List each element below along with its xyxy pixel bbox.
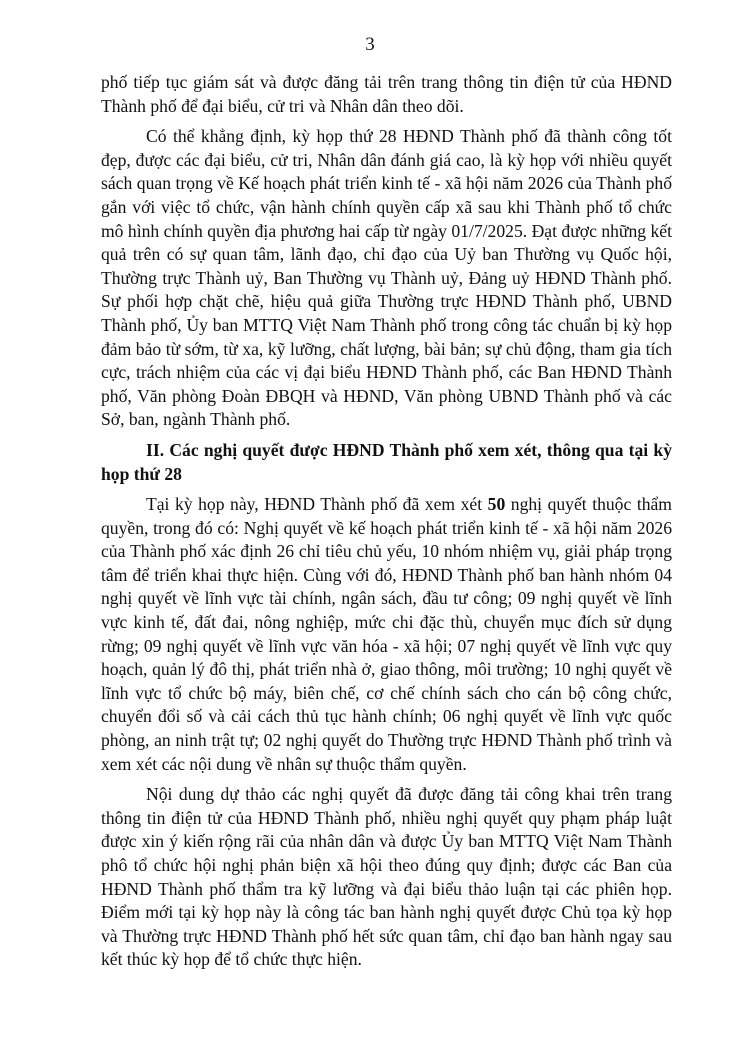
resolutions-detail-text: nghị quyết thuộc thẩm quyền, trong đó có: Nghị quyết về kế hoạch phát triển kinh tế - xã hội năm 2026 của Thành phố xác định 26 chỉ tiêu chủ yếu, 10 nhóm nhiệm vụ, giải pháp trọng tâm để triển khai thực hiện. Cùng với đó, HĐND Thành phố ban hành nhóm 04 nghị quyết về lĩnh vực tài chính, ngân sách, đầu tư công; 09 nghị quyết về lĩnh vực kinh tế, đất đai, nông nghiệp, mức chi đặc thù, chuyển mục đích sử dụng rừng; 09 nghị quyết về lĩnh vực văn hóa - xã hội; 07 nghị quyết về lĩnh vực quy hoạch, quản lý đô thị, phát triển nhà ở, giao thông, môi trường; 10 nghị quyết về lĩnh vực tổ chức bộ máy, biên chế, cơ chế chính sách cho cán bộ công chức, chuyển đổi số và cải cách thủ tục hành chính; 06 nghị quyết về lĩnh vực quốc phòng, an ninh trật tự; 02 nghị quyết do Thường trực HĐND Thành phố trình và xem xét các nội dung về nhân sự thuộc thẩm quyền. <box>101 494 672 774</box>
page-number: 3 <box>365 34 375 55</box>
resolutions-intro-text: Tại kỳ họp này, HĐND Thành phố đã xem xét <box>146 494 488 515</box>
paragraph-publication: Nội dung dự thảo các nghị quyết đã được đăng tải công khai trên trang thông tin điện tử của HĐND Thành phố, nhiều nghị quyết quy phạm pháp luật được xin ý kiến rộng rãi của nhân dân và được Ủy ban MTTQ Việt Nam Thành phô tổ chức hội nghị phản biện xã hội theo đúng quy định; được các Ban của HĐND Thành phố thẩm tra kỹ lưỡng và đại biểu thảo luận tại các phiên họp. Điểm mới tại kỳ họp này là công tác ban hành nghị quyết được Chủ tọa kỳ họp và Thường trực HĐND Thành phố hết sức quan tâm, chỉ đạo ban hành ngay sau kết thúc kỳ họp để tổ chức thực hiện. <box>101 784 672 970</box>
paragraph-conclusion: Có thể khẳng định, kỳ họp thứ 28 HĐND Thành phố đã thành công tốt đẹp, được các đại biểu, cử tri, Nhân dân đánh giá cao, là kỳ họp với nhiều quyết sách quan trọng về Kế hoạch phát triển kinh tế - xã hội năm 2026 của Thành phố gắn với việc tổ chức, vận hành chính quyền cấp xã sau khi Thành phố tổ chức mô hình chính quyền địa phương hai cấp từ ngày 01/7/2025. Đạt được những kết quả trên có sự quan tâm, lãnh đạo, chỉ đạo của Uỷ ban Thường vụ Quốc hội, Thường trực Thành uỷ, Ban Thường vụ Thành uỷ, Đảng uỷ HĐND Thành phố. Sự phối hợp chặt chẽ, hiệu quả giữa Thường trực HĐND Thành phố, UBND Thành phố, Ủy ban MTTQ Việt Nam Thành phố trong công tác chuẩn bị kỳ họp đảm bảo từ sớm, từ xa, kỹ lưỡng, chất lượng, bài bản; sự chủ động, tham gia tích cực, trách nhiệm của các vị đại biểu HĐND Thành phố, các Ban HĐND Thành phố, Văn phòng Đoàn ĐBQH và HĐND, Văn phòng UBND Thành phố và các Sở, ban, ngành Thành phố. <box>101 126 672 430</box>
paragraph-continuation: phố tiếp tục giám sát và được đăng tải trên trang thông tin điện tử của HĐND Thành phố để đại biểu, cử tri và Nhân dân theo dõi. <box>101 72 672 116</box>
section-heading: II. Các nghị quyết được HĐND Thành phố xem xét, thông qua tại kỳ họp thứ 28 <box>101 439 672 484</box>
resolutions-count: 50 <box>487 494 506 515</box>
paragraph-resolutions <box>101 493 672 776</box>
document-body <box>101 71 672 979</box>
